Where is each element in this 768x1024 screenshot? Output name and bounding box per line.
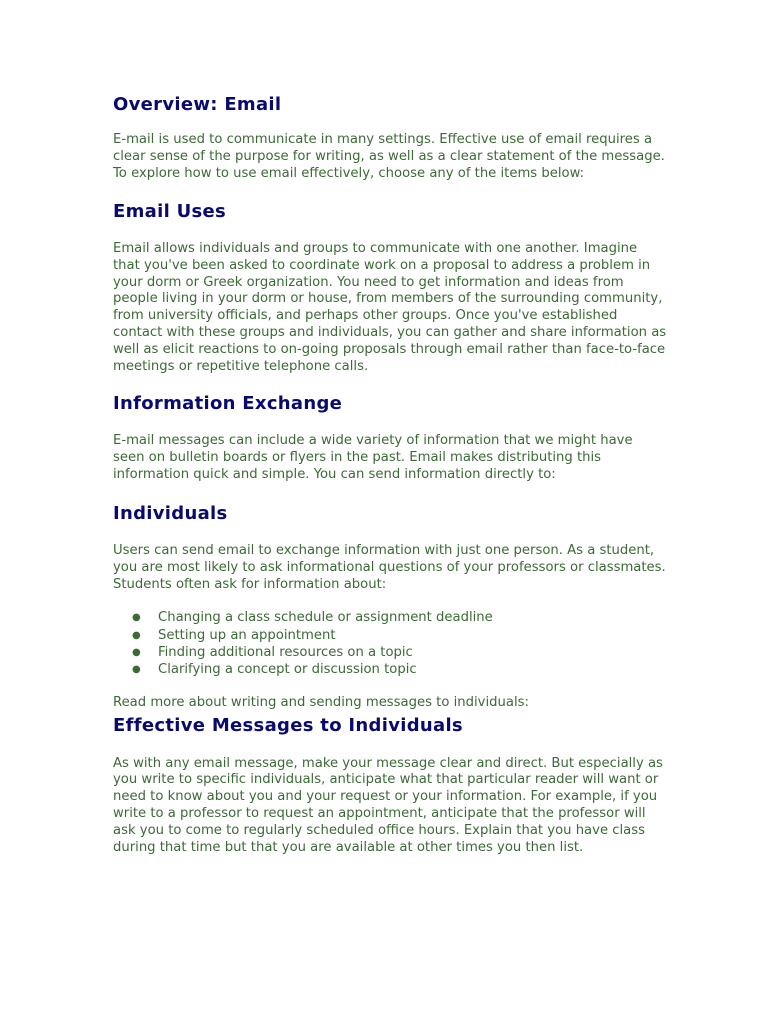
list-item <box>132 609 668 626</box>
paragraph-effective-messages: As with any email message, make your message clear and direct. But especially as you write to specific individuals, anticipate what that particular reader will want or need to know about you and your request or your information. For example, if you write to a professor to request an appointment, anticipate that the professor will ask you to come to regularly scheduled office hours. Explain that you have class during that time but that you are available at other times you then list. <box>113 755 663 856</box>
list-item-text: Finding additional resources on a topic <box>158 645 413 660</box>
topics-list <box>113 609 668 678</box>
list-item <box>132 661 668 678</box>
bullet-icon: ● <box>132 664 141 676</box>
heading-effective-messages: Effective Messages to Individuals <box>113 714 463 736</box>
paragraph-overview: E-mail is used to communicate in many settings. Effective use of email requires a clear sense of the purpose for writing, as well as a clear statement of the message. To explore how to use email effectively, choose any of the items below: <box>113 132 665 181</box>
paragraph-information-exchange: E-mail messages can include a wide variety of information that we might have seen on bulletin boards or flyers in the past. Email makes distributing this information quick and simple. You can send information directly to: <box>113 432 633 482</box>
paragraph-individuals: Users can send email to exchange information with just one person. As a student, you are most likely to ask informational questions of your professors or classmates. Students often ask for information about: <box>113 542 666 592</box>
list-item-text: Setting up an appointment <box>158 627 336 643</box>
heading-overview: Overview: Email <box>113 94 282 115</box>
paragraph-read-more: Read more about writing and sending messages to individuals: <box>113 694 529 710</box>
list-item <box>132 644 668 661</box>
list-item-text: Changing a class schedule or assignment deadline <box>158 610 493 626</box>
bullet-icon: ● <box>132 629 141 641</box>
list-item-text: Clarifying a concept or discussion topic <box>158 662 417 678</box>
bullet-icon: ● <box>132 647 141 658</box>
list-item <box>132 627 668 644</box>
paragraph-email-uses: Email allows individuals and groups to communicate with one another. Imagine that you've been asked to coordinate work on a proposal to address a problem in your dorm or Greek organization. You need to get information and ideas from people living in your dorm or house, from members of the surrounding community, from university officials, and perhaps other groups. Once you've established contact with these groups and individuals, you can gather and share information as well as elicit reactions to on-going proposals through email rather than face-to-face meetings or repetitive telephone calls. <box>113 240 667 375</box>
heading-email-uses: Email Uses <box>113 200 227 222</box>
heading-information-exchange: Information Exchange <box>113 392 343 414</box>
heading-individuals: Individuals <box>113 502 228 524</box>
bullet-icon: ● <box>132 612 141 624</box>
